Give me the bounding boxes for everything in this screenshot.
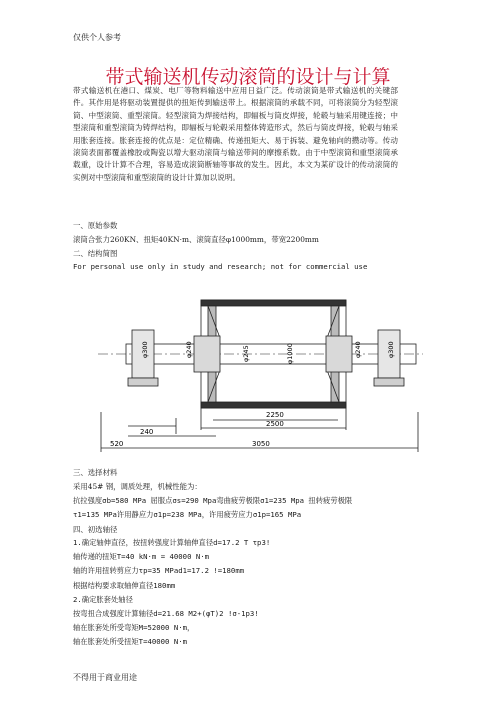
section-heading: 三、选择材料 <box>73 468 118 477</box>
roller-structure-drawing <box>88 278 433 458</box>
calc-line: 2.确定胀套处轴径 <box>73 595 133 604</box>
dim-left-bearing: φ300 <box>141 341 149 358</box>
calc-line: 轴在胀套处所受弯矩M=52000 N·m， <box>73 623 195 632</box>
parameters-line: 滚筒合张力260KN、扭矩40KN·m、滚筒直径φ1000mm，带宽2200mm <box>73 235 319 244</box>
dim-right-bearing: φ300 <box>387 341 395 358</box>
dim-240: 240 <box>140 428 154 436</box>
section-heading: 四、初选轴径 <box>73 525 118 534</box>
dim-shaft: φ245 <box>242 345 250 362</box>
section-heading: 一、原始参数 <box>73 221 118 230</box>
calc-line: 按弯扭合成强度计算轴径d=21.68 M2+(φT)2 !σ-1p3! <box>73 609 259 618</box>
page-header: 仅供个人参考 <box>73 33 121 42</box>
intro-paragraph: 带式输送机在港口、煤炭、电厂等物料输送中应用日益广泛。传动滚筒是带式输送机的关键部件。其作用是将驱动装置提供的扭矩传到输送带上。根据滚筒的承载不同，可将滚筒分为轻型滚筒、中型滚筒、重型滚筒。轻型滚筒为焊接结构，即辐板与筒皮焊接，轮毂与轴采用键连接；中型滚筒和重型滚筒为铸焊结构，即辐板与轮毂采用整体铸造形式，然后与筒皮焊接，轮毂与轴采用胀套连接。胀套连接的优点是：定位精确、传递扭矩大、易于拆装、避免轴向的攒动等。传动滚筒表面都覆盖橡胶或陶瓷以增大驱动滚筒与输送带间的摩擦系数。由于中型滚筒和重型滚筒承载重，设计计算不合理，容易造成滚筒断轴等事故的发生。因此，本文为某矿设计的传动滚筒的实例对中型滚筒和重型滚筒的设计计算加以说明。 <box>73 86 398 182</box>
dim-right-hub: φ240 <box>354 341 362 358</box>
page-footer: 不得用于商业用途 <box>73 673 137 682</box>
dim-520: 520 <box>110 440 124 448</box>
dim-left-hub: φ240 <box>185 341 193 358</box>
material-line: 抗拉强度σb=580 MPa 屈服点σs=290 Mpa弯曲疲劳极限σ1=235 Mpa 扭转疲劳极限 <box>73 496 353 505</box>
calc-line: 1.确定轴伸直径，按扭转强度计算轴伸直径d=17.2 T τp3! <box>73 538 271 547</box>
personal-use-note: For personal use only in study and research; not for commercial use <box>73 262 368 271</box>
dim-drum: φ1000 <box>286 343 294 364</box>
calc-line: 轴的许用扭转剪应力τp=35 MPad1=17.2 !=180mm <box>73 566 245 575</box>
dim-2250: 2250 <box>266 411 284 419</box>
calc-line: 轴传递的扭矩T=40 kN·m = 40000 N·m <box>73 552 210 561</box>
material-line: τ1=135 MPa许用静应力σ1p=238 MPa，许用疲劳应力σ1p=165 MPa <box>73 510 302 519</box>
calc-line: 轴在胀套处所受扭矩T=40000 N·m <box>73 637 187 646</box>
section-heading: 二、结构简图 <box>73 249 118 258</box>
dim-2500: 2500 <box>266 420 284 428</box>
document-title: 带式输送机传动滚筒的设计与计算 <box>105 66 391 88</box>
calc-line: 根据结构要求取轴伸直径180mm <box>73 581 176 590</box>
material-line: 采用45# 钢，调质处理，机械性能为： <box>73 482 202 491</box>
dim-3050: 3050 <box>252 440 270 448</box>
